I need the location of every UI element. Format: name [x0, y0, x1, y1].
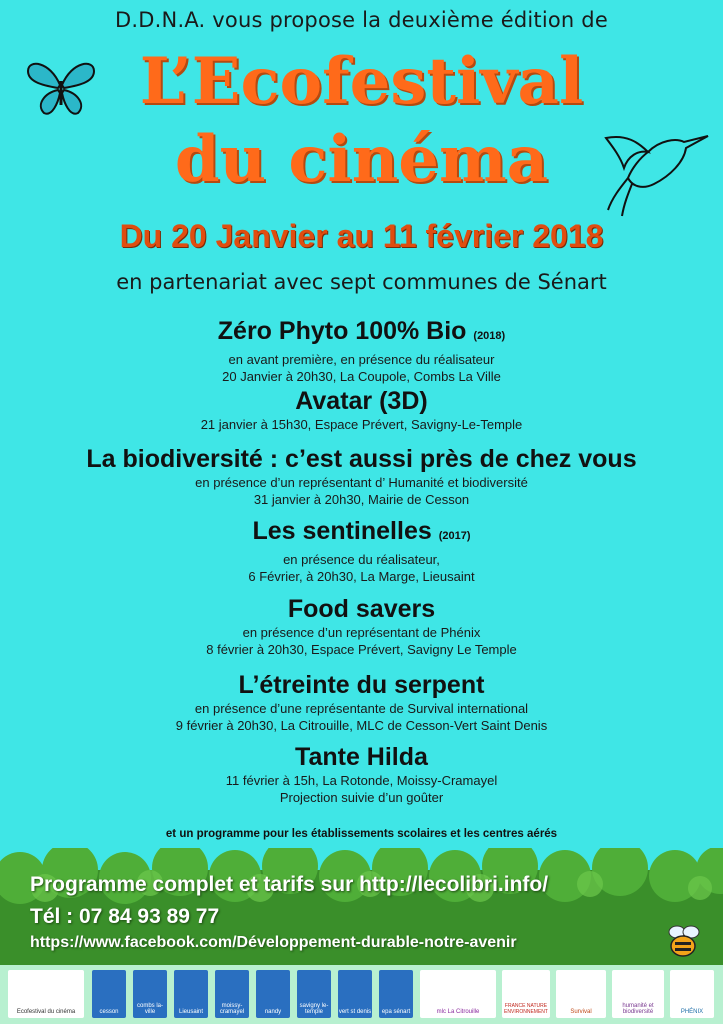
film-item: [0, 516, 723, 585]
film-info: en avant première, en présence du réalisateur: [228, 352, 495, 367]
logo-phenix: PHÉNIX: [670, 970, 714, 1018]
film-title: La biodiversité : c’est aussi près de chez vous: [86, 445, 637, 473]
logo-mlc-citrouille: mlc La Citrouille: [420, 970, 496, 1018]
film-info: 9 février à 20h30, La Citrouille, MLC de Cesson-Vert Saint Denis: [175, 718, 548, 733]
film-title: L’étreinte du serpent: [238, 671, 485, 699]
phone-text: Tél : 07 84 93 89 77: [30, 905, 220, 928]
film-item: [0, 670, 723, 734]
partner-logos-strip: [0, 965, 723, 1024]
logo-nandy: nandy: [256, 970, 290, 1018]
film-year: (2017): [438, 530, 471, 542]
logo-lieusaint: Lieusaint: [174, 970, 208, 1018]
film-item: [0, 316, 723, 385]
logo-combs-la-ville: combs la-ville: [133, 970, 167, 1018]
programme-link-text: Programme complet et tarifs sur http://lecolibri.info/: [30, 873, 549, 896]
film-info: en présence d’un représentant d’ Humanité et biodiversité: [195, 475, 528, 490]
film-year: (2018): [473, 330, 506, 342]
film-info: en présence du réalisateur,: [283, 552, 440, 567]
logo-survival: Survival: [556, 970, 606, 1018]
logo-moissy-cramayel: moissy-cramayel: [215, 970, 249, 1018]
film-info: 11 février à 15h, La Rotonde, Moissy-Cramayel: [225, 773, 498, 788]
film-info: 8 février à 20h30, Espace Prévert, Savigny Le Temple: [206, 642, 517, 657]
festival-title-line2: du cinéma: [174, 122, 549, 197]
logo-ecofestival: Ecofestival du cinéma: [8, 970, 84, 1018]
film-item: [0, 594, 723, 658]
film-title: Zéro Phyto 100% Bio: [217, 317, 467, 345]
hummingbird-icon: [598, 128, 710, 220]
film-info: 21 janvier à 15h30, Espace Prévert, Savigny-Le-Temple: [200, 417, 523, 432]
film-item: [0, 444, 723, 508]
festival-title-line1: L’Ecofestival: [139, 44, 584, 119]
facebook-link-text: https://www.facebook.com/Développement-durable-notre-avenir: [30, 934, 517, 951]
film-info: en présence d’une représentante de Survival international: [194, 701, 529, 716]
film-title: Food savers: [287, 595, 436, 623]
schools-programme-text: et un programme pour les établissements scolaires et les centres aérés: [165, 828, 558, 840]
logo-epa-senart: epa sénart: [379, 970, 413, 1018]
logo-france-nature-environnement: FRANCE NATURE ENVIRONNEMENT: [502, 970, 550, 1018]
logo-vert-st-denis: vert st denis: [338, 970, 372, 1018]
film-title: Les sentinelles: [252, 517, 432, 545]
film-title: Tante Hilda: [295, 743, 428, 771]
intro-text: D.D.N.A. vous propose la deuxième édition de: [115, 8, 608, 32]
film-info: 20 Janvier à 20h30, La Coupole, Combs La Ville: [222, 369, 501, 384]
film-title: Avatar (3D): [295, 387, 428, 415]
film-item: [0, 742, 723, 806]
film-info: 31 janvier à 20h30, Mairie de Cesson: [253, 492, 470, 507]
film-item: [0, 386, 723, 433]
logo-savigny-le-temple: savigny le-temple: [297, 970, 331, 1018]
bee-icon: [663, 922, 703, 960]
festival-dates: Du 20 Janvier au 11 février 2018: [119, 218, 604, 254]
partnership-text: en partenariat avec sept communes de Sénart: [116, 270, 607, 294]
film-info: 6 Février, à 20h30, La Marge, Lieusaint: [248, 569, 475, 584]
film-info: Projection suivie d’un goûter: [279, 790, 444, 805]
film-info: en présence d’un représentant de Phénix: [242, 625, 481, 640]
logo-humanite-biodiversite: humanité et biodiversité: [612, 970, 664, 1018]
logo-cesson: cesson: [92, 970, 126, 1018]
